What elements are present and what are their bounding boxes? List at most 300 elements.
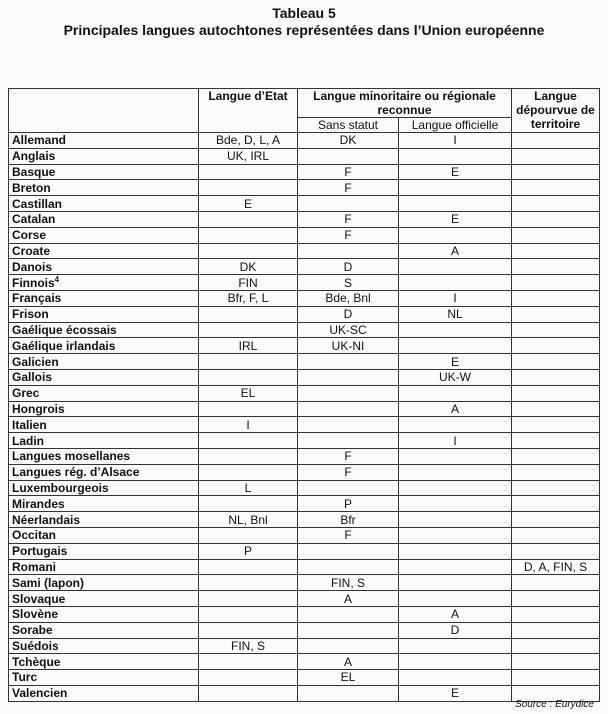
sans-statut-cell (298, 512, 399, 528)
sans-statut-cell-text: F (344, 180, 352, 195)
language-cell (9, 575, 199, 591)
etat-cell-text: I (246, 417, 250, 432)
officielle-cell (399, 354, 512, 370)
officielle-cell (399, 512, 512, 528)
table-row (9, 133, 600, 149)
language-cell (9, 164, 199, 180)
depourvue-cell (512, 227, 600, 243)
language-cell-text: Romani (12, 559, 57, 574)
sans-statut-cell (298, 448, 399, 464)
table-row (9, 433, 600, 449)
sans-statut-cell-text: EL (340, 670, 356, 685)
officielle-cell (399, 527, 512, 543)
table-row (9, 685, 600, 701)
sans-statut-cell-text: Bfr (340, 512, 356, 527)
etat-cell-text: E (243, 196, 252, 211)
etat-cell-text: Bde, D, L, A (215, 133, 281, 148)
depourvue-cell (512, 133, 600, 149)
language-cell-text: Galicien (12, 354, 59, 369)
language-cell (9, 638, 199, 654)
etat-cell (199, 259, 298, 275)
table-row (9, 385, 600, 401)
sans-statut-cell (298, 322, 399, 338)
officielle-cell-text: A (451, 607, 460, 622)
sans-statut-cell (298, 685, 399, 701)
table-row (9, 196, 600, 212)
etat-cell (199, 480, 298, 496)
table-row (9, 322, 600, 338)
table-row (9, 275, 600, 291)
source-note: Source : Eurydice (515, 699, 594, 710)
table-row (9, 259, 600, 275)
sans-statut-cell (298, 433, 399, 449)
language-cell-text: Néerlandais (12, 512, 81, 527)
language-cell-text: Ladin (12, 433, 44, 448)
officielle-cell (399, 322, 512, 338)
sans-statut-cell (298, 638, 399, 654)
header-etat: Langue d’Etat (199, 89, 298, 133)
sans-statut-cell-text: P (343, 496, 352, 511)
officielle-cell (399, 211, 512, 227)
depourvue-cell (512, 354, 600, 370)
sans-statut-cell (298, 306, 399, 322)
officielle-cell (399, 290, 512, 306)
sans-statut-cell-text: D (343, 307, 353, 322)
language-cell-text: Finnois (12, 275, 55, 290)
depourvue-cell (512, 527, 600, 543)
officielle-cell (399, 575, 512, 591)
etat-cell (199, 638, 298, 654)
sans-statut-cell (298, 543, 399, 559)
table-caption: Principales langues autochtones représentées dans l’Union européenne (63, 22, 545, 38)
etat-cell (199, 354, 298, 370)
language-cell-text: Croate (12, 243, 51, 258)
language-cell-text: Luxembourgeois (12, 480, 109, 495)
depourvue-cell (512, 512, 600, 528)
header-officielle: Langue officielle (399, 118, 512, 133)
etat-cell (199, 338, 298, 354)
language-cell-text: Sorabe (12, 623, 53, 638)
language-cell-text: Langues rég. d’Alsace (12, 465, 140, 480)
language-cell (9, 227, 199, 243)
sans-statut-cell (298, 622, 399, 638)
sans-statut-cell (298, 496, 399, 512)
language-cell (9, 654, 199, 670)
officielle-cell (399, 369, 512, 385)
language-cell-text: Langues mosellanes (12, 449, 131, 464)
etat-cell-text: P (243, 544, 252, 559)
etat-cell (199, 180, 298, 196)
officielle-cell-text: NL (447, 307, 463, 322)
etat-cell (199, 606, 298, 622)
etat-cell (199, 369, 298, 385)
language-cell-text: Corse (12, 228, 47, 243)
table-row (9, 543, 600, 559)
language-cell (9, 527, 199, 543)
table-row (9, 243, 600, 259)
table-row (9, 591, 600, 607)
etat-cell (199, 464, 298, 480)
etat-cell (199, 575, 298, 591)
table-row (9, 401, 600, 417)
depourvue-cell (512, 322, 600, 338)
table-row (9, 417, 600, 433)
sans-statut-cell (298, 196, 399, 212)
language-cell-text: Mirandes (12, 496, 65, 511)
language-cell-text: Français (12, 291, 62, 306)
officielle-cell-text: D (450, 623, 460, 638)
language-cell (9, 464, 199, 480)
depourvue-cell (512, 180, 600, 196)
etat-cell (199, 433, 298, 449)
language-cell-text: Gallois (12, 370, 53, 385)
etat-cell (199, 543, 298, 559)
etat-cell-text: L (244, 480, 252, 495)
sans-statut-cell (298, 180, 399, 196)
officielle-cell-text: E (451, 164, 460, 179)
language-cell-text: Italien (12, 417, 47, 432)
table-row (9, 638, 600, 654)
officielle-cell (399, 685, 512, 701)
header-sans-statut: Sans statut (298, 118, 399, 133)
etat-cell (199, 622, 298, 638)
officielle-cell (399, 496, 512, 512)
sans-statut-cell-text: A (343, 654, 352, 669)
sans-statut-cell (298, 385, 399, 401)
language-cell (9, 685, 199, 701)
language-cell (9, 433, 199, 449)
sans-statut-cell-text: FIN, S (330, 575, 365, 590)
etat-cell-text: Bfr, F, L (227, 291, 269, 306)
officielle-cell-text: E (451, 686, 460, 701)
etat-cell (199, 591, 298, 607)
language-cell (9, 133, 199, 149)
depourvue-cell (512, 654, 600, 670)
sans-statut-cell (298, 575, 399, 591)
language-cell (9, 322, 199, 338)
depourvue-cell (512, 338, 600, 354)
language-cell (9, 512, 199, 528)
depourvue-cell (512, 290, 600, 306)
officielle-cell (399, 606, 512, 622)
etat-cell-text: UK, IRL (226, 149, 269, 164)
language-cell (9, 259, 199, 275)
table-row (9, 306, 600, 322)
etat-cell (199, 654, 298, 670)
table-row (9, 654, 600, 670)
depourvue-cell (512, 480, 600, 496)
language-cell-text: Castillan (12, 196, 63, 211)
officielle-cell (399, 401, 512, 417)
language-cell-text: Breton (12, 180, 51, 195)
officielle-cell (399, 448, 512, 464)
sans-statut-cell-text: F (344, 465, 352, 480)
depourvue-cell (512, 417, 600, 433)
language-cell-text: Portugais (12, 544, 68, 559)
officielle-cell-text: I (453, 433, 457, 448)
sans-statut-cell (298, 606, 399, 622)
sans-statut-cell-text: DK (339, 133, 357, 148)
depourvue-cell-text: D, A, FIN, S (523, 559, 588, 574)
language-cell (9, 448, 199, 464)
sans-statut-cell (298, 480, 399, 496)
officielle-cell (399, 275, 512, 291)
officielle-cell-text: UK-W (439, 370, 471, 385)
language-cell-text: Anglais (12, 149, 56, 164)
depourvue-cell (512, 401, 600, 417)
language-cell-text: Tchèque (12, 654, 61, 669)
sans-statut-cell-text: UK-NI (331, 338, 365, 353)
officielle-cell (399, 654, 512, 670)
sans-statut-cell (298, 211, 399, 227)
etat-cell-text: FIN (238, 275, 258, 290)
etat-cell (199, 322, 298, 338)
etat-cell (199, 290, 298, 306)
etat-cell (199, 448, 298, 464)
language-cell (9, 369, 199, 385)
officielle-cell-text: I (453, 133, 457, 148)
depourvue-cell (512, 464, 600, 480)
table-body (9, 133, 600, 702)
officielle-cell (399, 148, 512, 164)
table-row (9, 354, 600, 370)
officielle-cell (399, 133, 512, 149)
officielle-cell-text: E (451, 354, 460, 369)
depourvue-cell (512, 369, 600, 385)
depourvue-cell (512, 385, 600, 401)
etat-cell (199, 401, 298, 417)
depourvue-cell (512, 622, 600, 638)
sans-statut-cell (298, 354, 399, 370)
depourvue-cell (512, 606, 600, 622)
language-cell-text: Grec (12, 386, 40, 401)
table-row (9, 670, 600, 686)
table-row (9, 164, 600, 180)
etat-cell (199, 243, 298, 259)
language-cell-text: Valencien (12, 686, 68, 701)
depourvue-cell (512, 275, 600, 291)
language-cell-text: Catalan (12, 212, 56, 227)
language-cell (9, 354, 199, 370)
language-cell (9, 401, 199, 417)
sans-statut-cell-text: F (344, 449, 352, 464)
etat-cell (199, 275, 298, 291)
header-minoritaire: Langue minoritaire ou régionale reconnue (298, 89, 512, 118)
language-cell-text: Hongrois (12, 401, 65, 416)
languages-table (8, 88, 600, 702)
sans-statut-cell-text: A (343, 591, 352, 606)
table-row (9, 606, 600, 622)
language-cell (9, 622, 199, 638)
language-cell (9, 306, 199, 322)
table-row (9, 338, 600, 354)
depourvue-cell (512, 559, 600, 575)
language-cell (9, 543, 199, 559)
sans-statut-cell (298, 338, 399, 354)
officielle-cell-text: A (451, 243, 460, 258)
table-row (9, 448, 600, 464)
table-row (9, 369, 600, 385)
depourvue-cell (512, 638, 600, 654)
sans-statut-cell (298, 527, 399, 543)
officielle-cell (399, 196, 512, 212)
table-row (9, 622, 600, 638)
depourvue-cell (512, 591, 600, 607)
etat-cell (199, 512, 298, 528)
sans-statut-cell-text: D (343, 259, 353, 274)
header-depourvue: Langue dépourvue de territoire (512, 89, 600, 133)
depourvue-cell (512, 306, 600, 322)
language-cell-text: Danois (12, 259, 53, 274)
sans-statut-cell (298, 417, 399, 433)
etat-cell (199, 685, 298, 701)
etat-cell-text: DK (239, 259, 257, 274)
officielle-cell (399, 559, 512, 575)
officielle-cell (399, 591, 512, 607)
sans-statut-cell (298, 227, 399, 243)
sans-statut-cell-text: UK-SC (329, 322, 367, 337)
etat-cell (199, 527, 298, 543)
sans-statut-cell (298, 591, 399, 607)
table-row (9, 575, 600, 591)
language-cell (9, 480, 199, 496)
depourvue-cell (512, 164, 600, 180)
depourvue-cell (512, 448, 600, 464)
table-row (9, 559, 600, 575)
language-cell (9, 148, 199, 164)
language-cell-text: Basque (12, 164, 56, 179)
officielle-cell (399, 164, 512, 180)
depourvue-cell (512, 243, 600, 259)
etat-cell (199, 164, 298, 180)
footnote-marker: 4 (54, 274, 60, 284)
officielle-cell (399, 385, 512, 401)
sans-statut-cell (298, 369, 399, 385)
language-cell (9, 338, 199, 354)
officielle-cell (399, 259, 512, 275)
depourvue-cell (512, 148, 600, 164)
etat-cell (199, 670, 298, 686)
officielle-cell (399, 180, 512, 196)
officielle-cell (399, 417, 512, 433)
officielle-cell (399, 464, 512, 480)
language-cell (9, 180, 199, 196)
language-cell (9, 385, 199, 401)
etat-cell-text: NL, Bnl (228, 512, 268, 527)
sans-statut-cell (298, 133, 399, 149)
officielle-cell (399, 638, 512, 654)
table-row (9, 180, 600, 196)
language-cell-text: Slovène (12, 607, 59, 622)
language-cell-text: Allemand (12, 133, 67, 148)
sans-statut-cell (298, 259, 399, 275)
language-cell (9, 196, 199, 212)
language-cell (9, 417, 199, 433)
officielle-cell-text: A (451, 401, 460, 416)
header-langue (9, 89, 199, 133)
etat-cell (199, 417, 298, 433)
language-cell-text: Sami (lapon) (12, 575, 85, 590)
language-cell (9, 211, 199, 227)
depourvue-cell (512, 575, 600, 591)
language-cell-text: Frison (12, 307, 49, 322)
language-cell-text: Suédois (12, 638, 59, 653)
language-cell (9, 496, 199, 512)
depourvue-cell (512, 259, 600, 275)
table-row (9, 480, 600, 496)
table-number: Tableau 5 (272, 5, 336, 21)
officielle-cell (399, 306, 512, 322)
sans-statut-cell (298, 275, 399, 291)
etat-cell (199, 496, 298, 512)
officielle-cell (399, 480, 512, 496)
officielle-cell-text: I (453, 291, 457, 306)
etat-cell (199, 196, 298, 212)
sans-statut-cell-text: F (344, 528, 352, 543)
sans-statut-cell-text: Bde, Bnl (325, 291, 371, 306)
sans-statut-cell-text: F (344, 228, 352, 243)
officielle-cell (399, 227, 512, 243)
sans-statut-cell-text: S (343, 275, 352, 290)
language-cell (9, 243, 199, 259)
officielle-cell (399, 338, 512, 354)
officielle-cell-text: E (451, 212, 460, 227)
table-row (9, 211, 600, 227)
language-cell (9, 275, 199, 291)
sans-statut-cell-text: F (344, 164, 352, 179)
etat-cell (199, 227, 298, 243)
officielle-cell (399, 670, 512, 686)
depourvue-cell (512, 196, 600, 212)
language-cell-text: Gaélique irlandais (12, 338, 116, 353)
language-cell-text: Gaélique écossais (12, 322, 117, 337)
sans-statut-cell (298, 654, 399, 670)
sans-statut-cell (298, 290, 399, 306)
etat-cell-text: FIN, S (230, 638, 265, 653)
sans-statut-cell (298, 464, 399, 480)
language-cell-text: Slovaque (12, 591, 66, 606)
table-row (9, 148, 600, 164)
etat-cell (199, 148, 298, 164)
etat-cell (199, 133, 298, 149)
depourvue-cell (512, 211, 600, 227)
officielle-cell (399, 543, 512, 559)
officielle-cell (399, 433, 512, 449)
language-cell (9, 290, 199, 306)
etat-cell-text: EL (240, 386, 256, 401)
sans-statut-cell (298, 164, 399, 180)
sans-statut-cell (298, 401, 399, 417)
table-row (9, 512, 600, 528)
table-title (0, 5, 608, 39)
etat-cell (199, 385, 298, 401)
language-cell (9, 591, 199, 607)
table-row (9, 496, 600, 512)
language-cell (9, 670, 199, 686)
depourvue-cell (512, 433, 600, 449)
officielle-cell (399, 622, 512, 638)
sans-statut-cell (298, 243, 399, 259)
etat-cell (199, 306, 298, 322)
etat-cell (199, 559, 298, 575)
depourvue-cell (512, 543, 600, 559)
table-row (9, 464, 600, 480)
language-cell-text: Occitan (12, 528, 57, 543)
language-cell (9, 606, 199, 622)
officielle-cell (399, 243, 512, 259)
table-row (9, 227, 600, 243)
etat-cell-text: IRL (238, 338, 258, 353)
